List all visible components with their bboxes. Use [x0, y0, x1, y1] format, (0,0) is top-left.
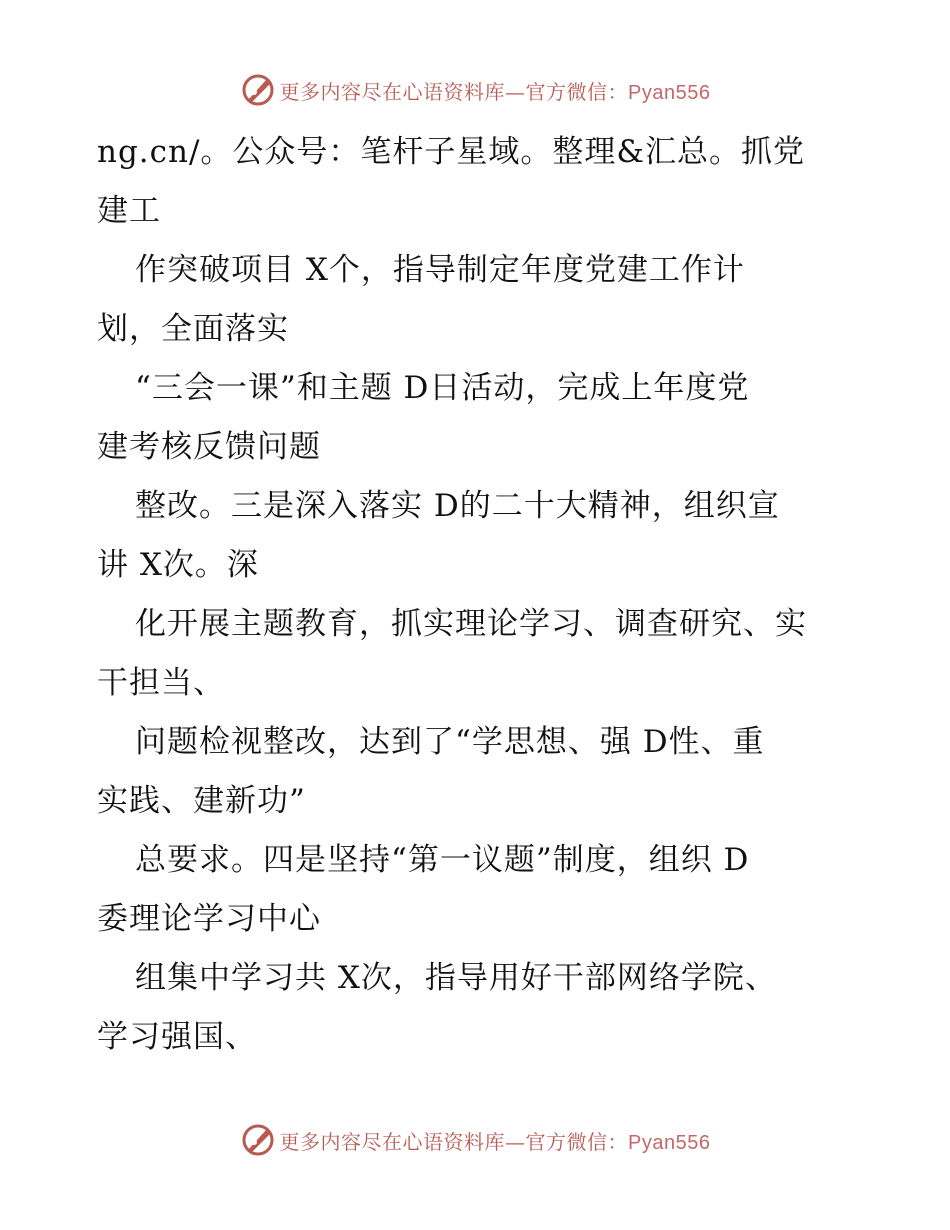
text-line: 学习强国、 [97, 1019, 257, 1055]
document-body [97, 123, 897, 1067]
watermark-text: 更多内容尽在心语资料库—官方微信： [279, 79, 629, 104]
watermark-handle: Pyan556 [628, 81, 711, 104]
text-line: 委理论学习中心 [97, 901, 321, 937]
quill-pen-logo-icon [240, 72, 276, 108]
text-line: 总要求。四是坚持“第一议题”制度，组织 D [135, 842, 750, 878]
text-line: “三会一课”和主题 D日活动，完成上年度党 [135, 370, 750, 406]
header-watermark [0, 70, 950, 110]
text-line: 划，全面落实 [97, 311, 289, 347]
text-line: 建工 [97, 193, 161, 229]
text-line: 问题检视整改，达到了“学思想、强 D性、重 [135, 724, 765, 760]
text-line: 讲 X次。深 [97, 547, 259, 583]
watermark-text: 更多内容尽在心语资料库—官方微信： [279, 1129, 629, 1154]
text-line: 作突破项目 X个，指导制定年度党建工作计 [135, 252, 745, 288]
watermark-handle: Pyan556 [628, 1131, 711, 1154]
text-line: 整改。三是深入落实 D的二十大精神，组织宣 [135, 488, 780, 524]
footer-watermark [0, 1120, 950, 1160]
quill-pen-logo-icon [240, 1122, 276, 1158]
text-line: 组集中学习共 X次，指导用好干部网络学院、 [135, 960, 777, 996]
text-line: 建考核反馈问题 [97, 429, 321, 465]
text-line: ng.cn/。公众号：笔杆子星域。整理&汇总。抓党 [97, 134, 806, 170]
text-line: 干担当、 [97, 665, 225, 701]
text-line: 化开展主题教育，抓实理论学习、调查研究、实 [135, 606, 807, 642]
text-line: 实践、建新功” [97, 783, 306, 819]
